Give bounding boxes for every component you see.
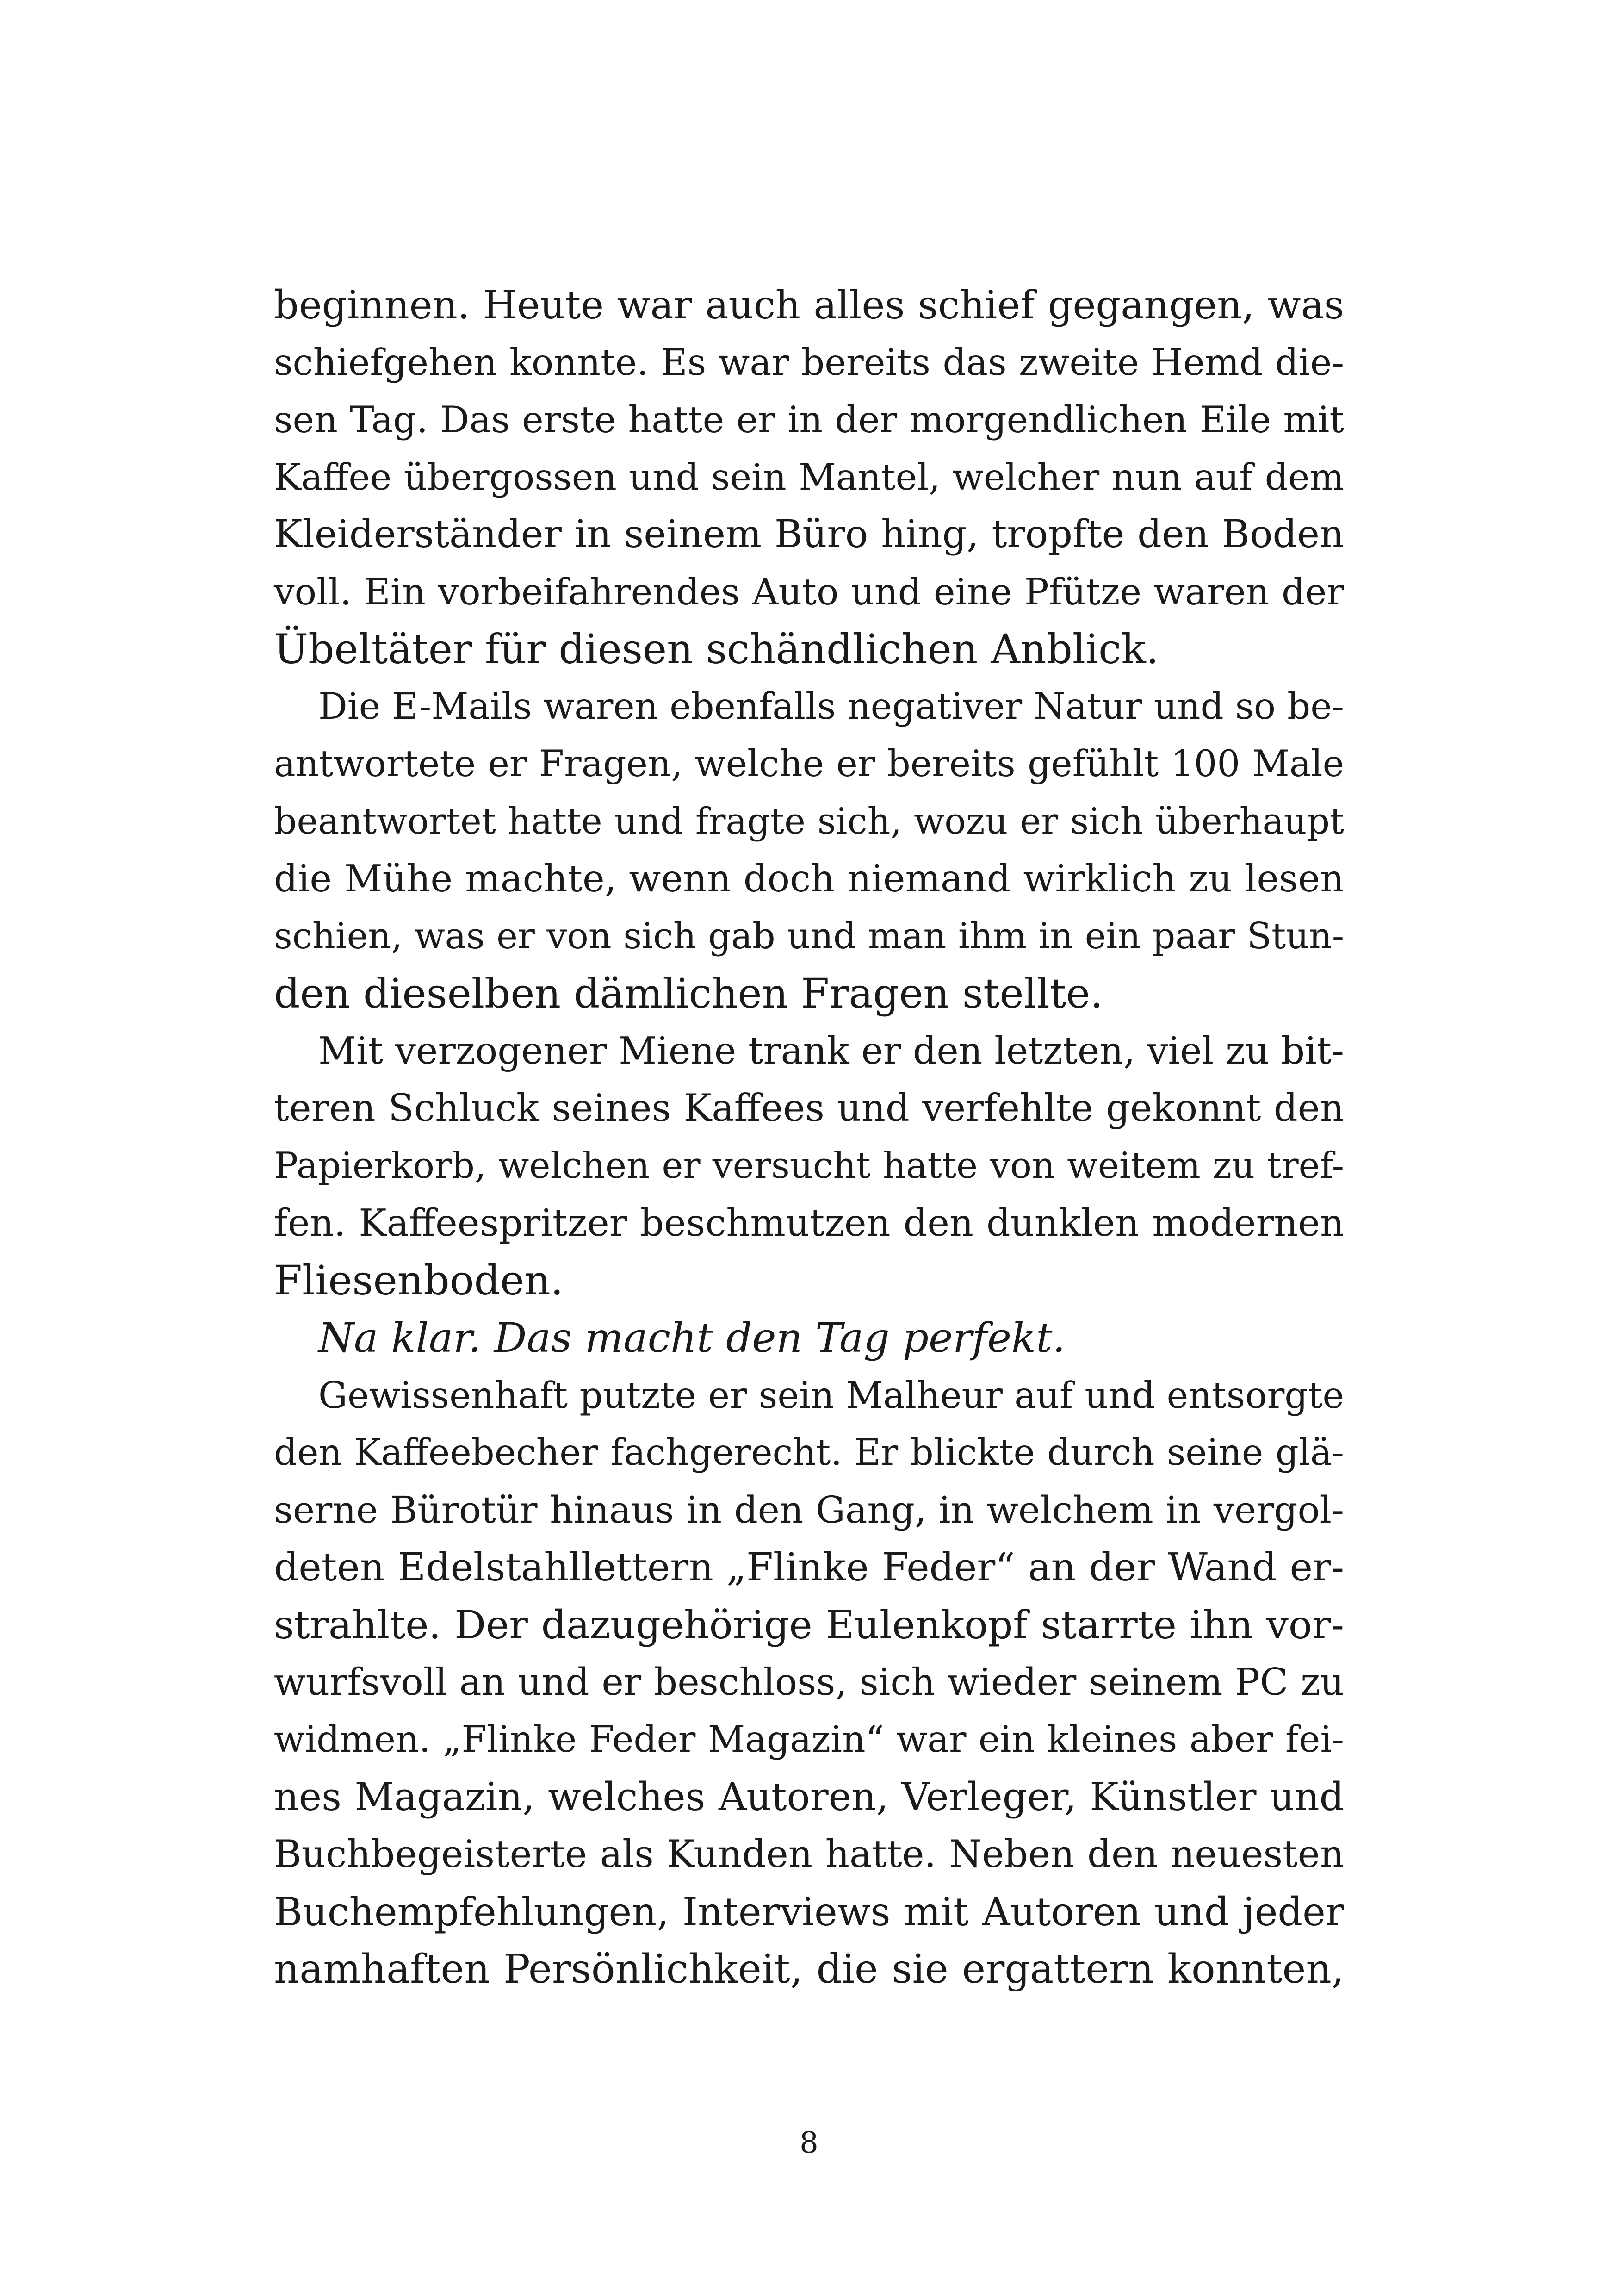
text-line: deten Edelstahllettern „Flinke Feder“ an der Wand er- — [274, 1545, 1344, 1590]
text-line: fen. Kaffeespritzer beschmutzen den dunklen modernen — [274, 1201, 1344, 1245]
body-text — [274, 276, 1344, 1998]
text-line: namhaften Persönlichkeit, die sie ergattern konnten, — [274, 1946, 1344, 1992]
text-line: sen Tag. Das erste hatte er in der morgendlichen Eile mit — [274, 398, 1344, 441]
page-number: 8 — [800, 2126, 818, 2160]
text-line: widmen. „Flinke Feder Magazin“ war ein kleines aber fei- — [274, 1718, 1344, 1761]
italic-thought-line: Na klar. Das macht den Tag perfekt. — [318, 1314, 1066, 1362]
text-line: den dieselben dämlichen Fragen stellte. — [274, 970, 1103, 1017]
text-line: teren Schluck seines Kaffees und verfehlte gekonnt den — [274, 1087, 1344, 1130]
text-line: Buchempfehlungen, Interviews mit Autoren und jeder — [274, 1889, 1344, 1935]
text-line: Fliesenboden. — [274, 1257, 564, 1304]
text-line: Gewissenhaft putzte er sein Malheur auf und entsorgte — [318, 1374, 1344, 1417]
text-line: Kaffee übergossen und sein Mantel, welcher nun auf dem — [274, 456, 1344, 498]
text-line: die Mühe machte, wenn doch niemand wirklich zu lesen — [274, 857, 1344, 901]
text-line: schien, was er von sich gab und man ihm in ein paar Stun- — [274, 915, 1344, 957]
text-line: Die E-Mails waren ebenfalls negativer Natur und so be- — [318, 685, 1344, 728]
text-line: Kleiderständer in seinem Büro hing, tropfte den Boden — [274, 512, 1344, 556]
text-line: Übeltäter für diesen schändlichen Anblick. — [274, 625, 1159, 673]
text-line: antwortete er Fragen, welche er bereits gefühlt 100 Male — [274, 743, 1344, 785]
text-line: nes Magazin, welches Autoren, Verleger, Künstler und — [274, 1774, 1344, 1819]
text-line: schiefgehen konnte. Es war bereits das zweite Hemd die- — [274, 341, 1344, 384]
text-line: den Kaffeebecher fachgerecht. Er blickte durch seine glä- — [274, 1431, 1344, 1474]
text-line: voll. Ein vorbeifahrendes Auto und eine Pfütze waren der — [274, 571, 1344, 613]
text-line: beginnen. Heute war auch alles schief gegangen, was — [274, 282, 1344, 328]
text-line: beantwortet hatte und fragte sich, wozu er sich überhaupt — [274, 801, 1344, 842]
text-line: Buchbegeisterte als Kunden hatte. Neben den neuesten — [274, 1833, 1344, 1876]
text-line: Mit verzogener Miene trank er den letzten, viel zu bit- — [318, 1029, 1344, 1072]
text-line: wurfsvoll an und er beschloss, sich wieder seinem PC zu — [274, 1661, 1344, 1704]
text-line: strahlte. Der dazugehörige Eulenkopf starrte ihn vor- — [274, 1602, 1344, 1648]
text-line: Papierkorb, welchen er versucht hatte von weitem zu tref- — [274, 1145, 1344, 1187]
text-line: serne Bürotür hinaus in den Gang, in welchem in vergol- — [274, 1488, 1344, 1531]
